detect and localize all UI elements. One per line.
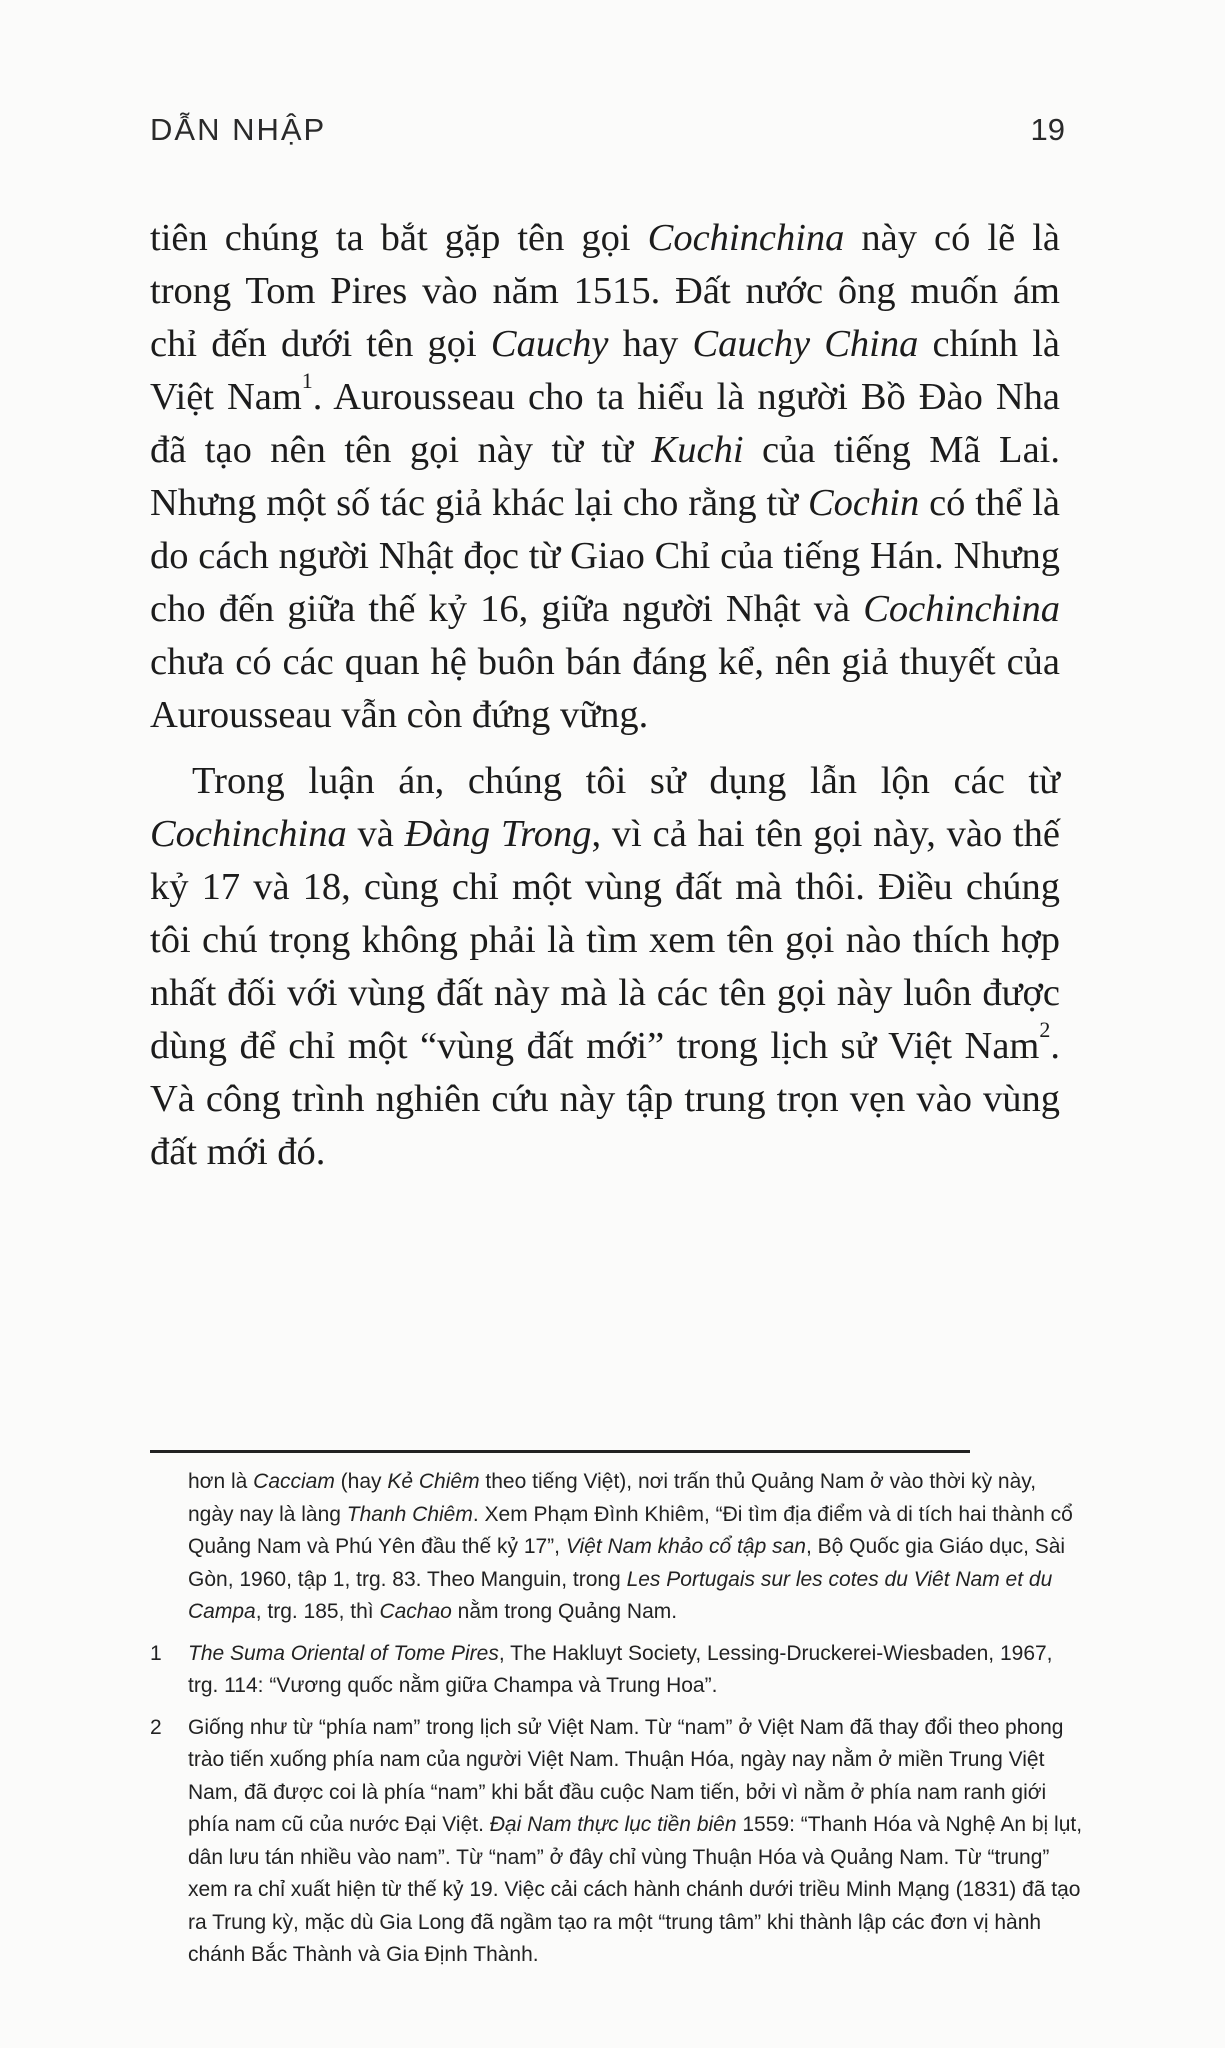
text-run: , The Hakluyt Society, Lessing-Druckerei-Wiesbaden, 1967, trg. 114: “Vương quốc nằm giữa Champa và Trung Hoa”. xyxy=(188,1641,1053,1697)
italic-term: Cochinchina xyxy=(647,217,845,259)
footnote-number: 2 xyxy=(150,1715,162,1739)
footnote-ref-2[interactable]: 2 xyxy=(1039,1017,1051,1042)
text-run: Trong luận án, chúng tôi sử dụng lẫn lộn các từ xyxy=(192,760,1060,802)
text-run: (hay xyxy=(334,1470,388,1493)
text-run: hơn là xyxy=(188,1470,254,1493)
footnote-text xyxy=(188,1638,1085,1703)
text-run: của tiếng Mã Lai. Nhưng một số tác giả khác lại cho rằng từ xyxy=(150,429,1060,524)
text-run: . Và công trình nghiên cứu này tập trung trọn vẹn vào vùng đất mới đó. xyxy=(150,1025,1060,1173)
text-run: chính là Việt Nam xyxy=(150,323,1061,418)
italic-term: Cachao xyxy=(379,1600,452,1623)
text-run: và xyxy=(346,813,405,855)
text-run: nằm trong Quảng Nam. xyxy=(451,1600,678,1623)
italic-term: Kẻ Chiêm xyxy=(387,1470,480,1493)
footnote-text xyxy=(188,1466,1085,1629)
footnotes xyxy=(150,1466,1085,1981)
paragraph-2 xyxy=(150,755,1060,1179)
text-run: , vì cả hai tên gọi này, vào thế kỷ 17 và 18, cùng chỉ một vùng đất mà thôi. Điều chúng tôi chú trọng không phải là tìm xem tên gọi nào thích hợp nhất đối với vùng đất này mà là các tên gọi này luôn được dùng để chỉ một “vùng đất mới” trong lịch sử Việt Nam xyxy=(150,813,1060,1067)
footnote-1 xyxy=(150,1638,1085,1703)
text-run: chưa có các quan hệ buôn bán đáng kể, nên giả thuyết của Aurousseau vẫn còn đứng vững. xyxy=(150,641,1060,736)
text-run: . Xem Phạm Đình Khiêm, “Đi tìm địa điểm và di tích hai thành cổ Quảng Nam và Phú Yên đầu thế kỷ 17”, xyxy=(188,1502,1073,1558)
italic-term: Les Portugais sur les cotes du Viêt Nam et du Campa xyxy=(188,1567,1053,1623)
text-run: Giống như từ “phía nam” trong lịch sử Việt Nam. Từ “nam” ở Việt Nam đã thay đổi theo phong trào tiến xuống phía nam của người Việt Nam. Thuận Hóa, ngày nay nằm ở miền Trung Việt Nam, đã được coi là phía “nam” khi bắt đầu cuộc Nam tiến, bởi vì nằm ở phía nam ranh giới phía nam cũ của nước Đại Việt. xyxy=(188,1715,1064,1836)
italic-term: Cochin xyxy=(807,482,920,524)
italic-term: Việt Nam khảo cổ tập san xyxy=(565,1535,806,1558)
italic-term: Cauchy China xyxy=(692,323,919,365)
italic-term: Đàng Trong xyxy=(404,813,592,855)
footnote-continued xyxy=(150,1466,1085,1629)
text-run: , trg. 185, thì xyxy=(255,1600,380,1623)
footnote-text xyxy=(188,1712,1085,1972)
italic-term: Cacciam xyxy=(253,1470,335,1493)
text-run: . Aurousseau cho ta hiểu là người Bồ Đào Nha đã tạo nên tên gọi này từ từ xyxy=(150,376,1060,471)
italic-term: Đại Nam thực lục tiền biên xyxy=(489,1813,737,1836)
footnote-number: 1 xyxy=(150,1641,162,1665)
text-run: hay xyxy=(608,323,693,365)
page-number: 19 xyxy=(1030,112,1065,147)
footnote-ref-1[interactable]: 1 xyxy=(301,368,313,393)
text-run: theo tiếng Việt), nơi trấn thủ Quảng Nam ở vào thời kỳ này, ngày nay là làng xyxy=(188,1470,1037,1526)
running-head xyxy=(150,108,1065,158)
chapter-title: DẪN NHẬP xyxy=(150,112,327,147)
italic-term: Cochinchina xyxy=(150,813,347,855)
footnote-divider xyxy=(150,1450,970,1453)
text-run: này có lẽ là trong Tom Pires vào năm 1515. Đất nước ông muốn ám chỉ đến dưới tên gọi xyxy=(150,217,1060,365)
text-run: , Bộ Quốc gia Giáo dục, Sài Gòn, 1960, tập 1, trg. 83. Theo Manguin, trong xyxy=(188,1535,1066,1591)
text-run: 1559: “Thanh Hóa và Nghệ An bị lụt, dân lưu tán nhiều vào nam”. Từ “nam” ở đây chỉ vùng Thuận Hóa và Quảng Nam. Từ “trung” xem ra chỉ xuất hiện từ thế kỷ 19. Việc cải cách hành chánh dưới triều Minh Mạng (1831) đã tạo ra Trung kỳ, mặc dù Gia Long đã ngầm tạo ra một “trung tâm” khi thành lập các đơn vị hành chánh Bắc Thành và Gia Định Thành. xyxy=(188,1813,1083,1966)
italic-term: Thanh Chiêm xyxy=(346,1502,473,1526)
italic-term: The Suma Oriental of Tome Pires xyxy=(188,1641,499,1665)
italic-term: Cochinchina xyxy=(863,588,1060,630)
italic-term: Cauchy xyxy=(490,323,609,365)
text-run: có thể là do cách người Nhật đọc từ Giao Chỉ của tiếng Hán. Nhưng cho đến giữa thế kỷ 16, giữa người Nhật và xyxy=(150,482,1061,630)
body-text xyxy=(150,212,1060,1192)
italic-term: Kuchi xyxy=(651,429,744,471)
text-run: tiên chúng ta bắt gặp tên gọi xyxy=(150,217,648,259)
footnote-2 xyxy=(150,1712,1085,1972)
paragraph-1 xyxy=(150,212,1060,742)
